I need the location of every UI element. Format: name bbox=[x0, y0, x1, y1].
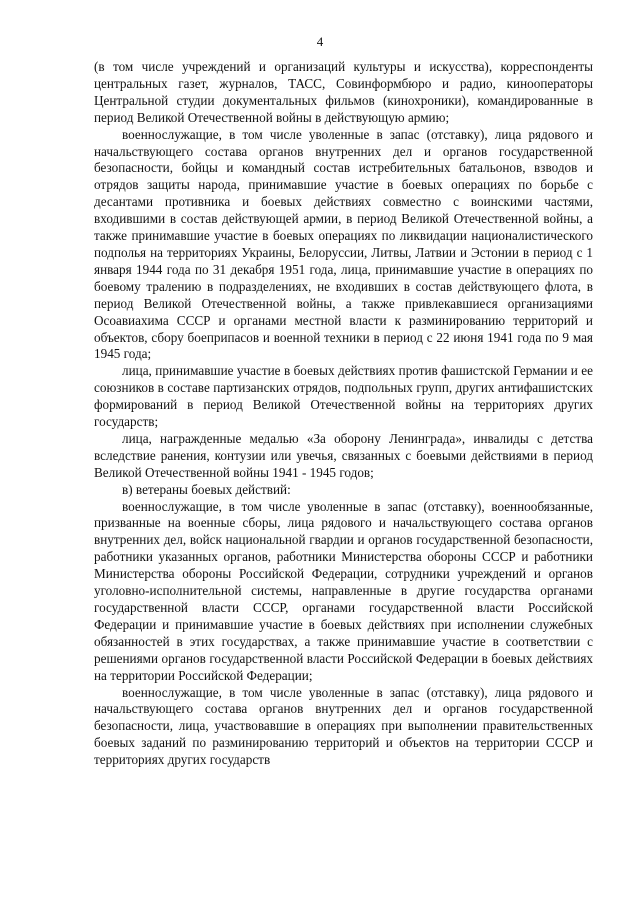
paragraph-culture-correspondents: (в том числе учреждений и организаций культуры и искусства), корреспонденты центральных газет, журналов, ТАСС, Совинформбюро и радио, кинооператоры Центральной студии документальных фильмов (кинохроники), командированные в период Великой Отечественной войны в действующую армию; bbox=[94, 59, 593, 125]
paragraph-leningrad-medal: лица, награжденные медалью «За оборону Ленинграда», инвалиды с детства вследствие ранения, контузии или увечья, связанных с боевыми действиями в период Великой Отечественной войны 1941 - 1945 годов; bbox=[94, 430, 593, 480]
paragraph-combat-veterans-heading: в) ветераны боевых действий: bbox=[122, 481, 291, 497]
paragraph-servicemen-wwii: военнослужащие, в том числе уволенные в запас (отставку), лица рядового и начальствующего состава органов внутренних дел и органов государственной безопасности, бойцы и командный состав истребительных батальонов, взводов и отрядов защиты народа, принимавшие участие в боевых операциях по борьбе с десантами противника и боевых действиях совместно с воинскими частями, входившими в состав действующей армии, в период Великой Отечественной войны, а также принимавшие участие в боевых операциях по ликвидации националистического подполья на территориях Украины, Белоруссии, Литвы, Латвии и Эстонии в период с 1 января 1944 года по 31 декабря 1951 года, лица, принимавшие участие в операциях по боевому тралению в подразделениях, не входивших в состав действующего флота, в период Великой Отечественной войны, а также привлекавшиеся организациями Осоавиахима СССР и органами местной власти к разминированию территорий и объектов, сбору боеприпасов и военной техники в период с 22 июня 1941 года по 9 мая 1945 года; bbox=[94, 126, 593, 362]
document-body bbox=[94, 59, 593, 769]
paragraph-partisans: лица, принимавшие участие в боевых действиях против фашистской Германии и ее союзников в составе партизанских отрядов, подпольных групп, других антифашистских формирований в период Великой Отечественной войны на территориях других государств; bbox=[94, 363, 593, 430]
page-number: 4 bbox=[316, 34, 324, 49]
paragraph-servicemen-abroad: военнослужащие, в том числе уволенные в запас (отставку), военнообязанные, призванные на военные сборы, лица рядового и начальствующего состава органов внутренних дел, войск национальной гвардии и органов государственной безопасности, работники указанных органов, работники Министерства обороны СССР и работники Министерства обороны Российской Федерации, сотрудники учреждений и органов уголовно-исполнительной системы, направленные в другие государства органами государственной власти СССР, органами государственной власти Российской Федерации и принимавшие участие в боевых действиях при исполнении служебных обязанностей в этих государствах, а также принимавшие участие в соответствии с решениями органов государственной власти Российской Федерации в боевых действиях на территории Российской Федерации; bbox=[94, 498, 593, 683]
paragraph-demining-servicemen: военнослужащие, в том числе уволенные в запас (отставку), лица рядового и начальствующего состава органов внутренних дел и органов государственной безопасности, лица, участвовавшие в операциях при выполнении правительственных боевых заданий по разминированию территорий и объектов на территории СССР и территориях других государств bbox=[94, 684, 593, 768]
